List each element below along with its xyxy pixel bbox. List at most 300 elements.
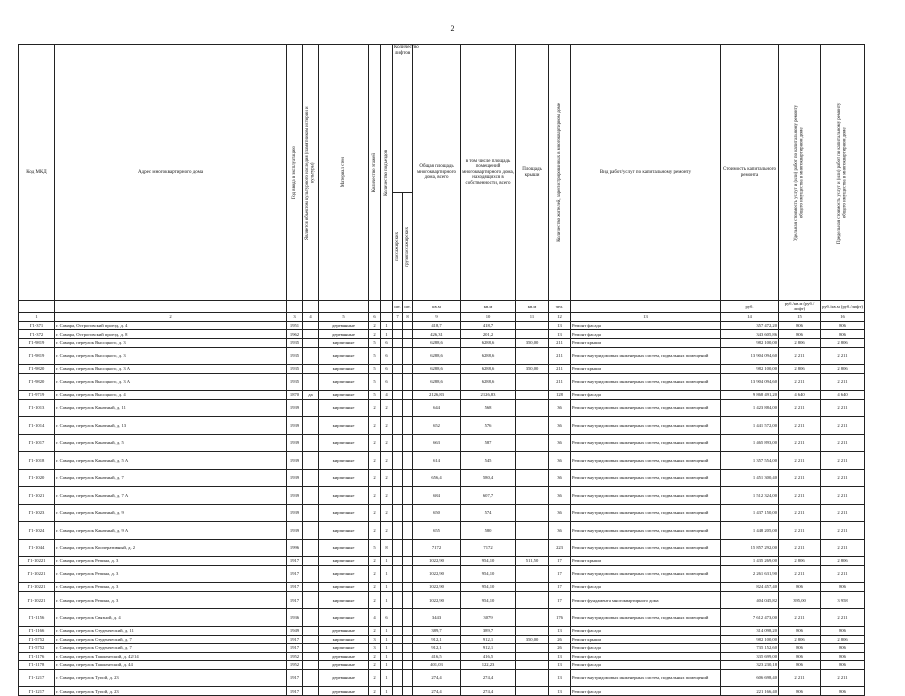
- cell-entrances: 1: [381, 635, 393, 644]
- cell-heritage: [303, 321, 319, 330]
- cell-year: 1939: [287, 417, 303, 435]
- cell-floors: 2: [369, 487, 381, 505]
- cell-roof: [516, 539, 549, 557]
- cell-year: 1917: [287, 669, 303, 687]
- cell-area-owned: 2126,83: [461, 391, 516, 400]
- table-row: [19, 626, 865, 635]
- cell-max-cost: 2 211: [821, 373, 865, 391]
- cell-code: Г1-9819: [19, 347, 55, 365]
- cell-lifts-cargo: [403, 626, 413, 635]
- cell-entrances: 1: [381, 591, 393, 609]
- cell-year: 1917: [287, 565, 303, 583]
- cell-residents: 17: [549, 557, 571, 566]
- cell-residents: 13: [549, 626, 571, 635]
- cell-unit-cost: 806: [779, 687, 821, 696]
- cell-floors: 2: [369, 399, 381, 417]
- cell-cost: 357 472,20: [721, 321, 779, 330]
- cell-entrances: 6: [381, 609, 393, 627]
- cell-floors: 2: [369, 669, 381, 687]
- cell-residents: 211: [549, 347, 571, 365]
- cell-code: Г1-1018: [19, 452, 55, 470]
- cell-roof: [516, 391, 549, 400]
- cell-area-total: 274,4: [413, 687, 461, 696]
- cell-cost: 606 698,40: [721, 669, 779, 687]
- cell-wall: кирпичные: [319, 539, 369, 557]
- cell-address: г. Самара, переулок Высоцкого, д. 3: [55, 339, 287, 348]
- cell-lifts-cargo: [403, 487, 413, 505]
- header-lifts-passenger: пассажирских: [393, 193, 403, 301]
- cell-code: Г1-5752: [19, 644, 55, 653]
- cell-entrances: 1: [381, 644, 393, 653]
- cell-address: г. Самара, переулок Высоцкого, д. 3 А: [55, 365, 287, 374]
- cell-address: г. Самара, переулок Канатный, д. 7 А: [55, 487, 287, 505]
- cell-lifts-passenger: [393, 321, 403, 330]
- cell-floors: 5: [369, 391, 381, 400]
- cell-max-cost: 2 211: [821, 452, 865, 470]
- cell-wall: деревянные: [319, 652, 369, 661]
- table-row: [19, 591, 865, 609]
- cell-lifts-cargo: [403, 330, 413, 339]
- cell-entrances: 6: [381, 365, 393, 374]
- cell-code: Г1-10221: [19, 565, 55, 583]
- cell-work: Ремонт внутридомовых инженерных систем, подвальных помещений: [571, 487, 721, 505]
- cell-lifts-passenger: [393, 644, 403, 653]
- units-row: шт. шт. кв.м кв.м кв.м чел. руб. руб./кв.м (руб./лифт) руб./кв.м (руб./лифт): [19, 301, 865, 313]
- cell-wall: деревянные: [319, 661, 369, 670]
- column-number-row: 1 2 3 4 5 6 7 8 9 10 11 12 13 14 15 16: [19, 312, 865, 321]
- cell-cost: 982 100,00: [721, 365, 779, 374]
- cell-max-cost: 806: [821, 626, 865, 635]
- cell-year: 1939: [287, 504, 303, 522]
- cell-residents: 36: [549, 522, 571, 540]
- cell-lifts-cargo: [403, 469, 413, 487]
- cell-max-cost: 2 211: [821, 609, 865, 627]
- cell-address: г. Самара, переулок Канатный, д. 13: [55, 417, 287, 435]
- cell-code: Г1-1044: [19, 539, 55, 557]
- cell-lifts-passenger: [393, 365, 403, 374]
- cell-work: Ремонт крыши: [571, 365, 721, 374]
- cell-work: Ремонт внутридомовых инженерных систем, подвальных помещений: [571, 373, 721, 391]
- cell-max-cost: 806: [821, 687, 865, 696]
- cell-cost: 15 857 292,00: [721, 539, 779, 557]
- cell-cost: 335 699,00: [721, 652, 779, 661]
- cell-heritage: [303, 539, 319, 557]
- cell-residents: 17: [549, 591, 571, 609]
- cell-work: Ремонт внутридомовых инженерных систем, подвальных помещений: [571, 565, 721, 583]
- cell-heritage: [303, 635, 319, 644]
- cell-lifts-cargo: [403, 321, 413, 330]
- cell-roof: [516, 626, 549, 635]
- cell-lifts-passenger: [393, 565, 403, 583]
- cell-area-owned: 912,1: [461, 635, 516, 644]
- cell-code: Г1-1017: [19, 434, 55, 452]
- cell-heritage: [303, 452, 319, 470]
- cell-lifts-passenger: [393, 504, 403, 522]
- cell-roof: 350,00: [516, 635, 549, 644]
- cell-lifts-passenger: [393, 487, 403, 505]
- cell-area-total: 1022,90: [413, 565, 461, 583]
- cell-area-total: 6288,6: [413, 347, 461, 365]
- table-row: [19, 635, 865, 644]
- cell-cost: 982 100,00: [721, 339, 779, 348]
- cell-heritage: [303, 565, 319, 583]
- cell-entrances: 2: [381, 487, 393, 505]
- cell-area-total: 652: [413, 417, 461, 435]
- cell-address: г. Самара, переулок Канатный, д. 5 А: [55, 452, 287, 470]
- table-row: [19, 391, 865, 400]
- cell-code: Г1-9819: [19, 339, 55, 348]
- cell-lifts-passenger: [393, 522, 403, 540]
- cell-unit-cost: 2 806: [779, 365, 821, 374]
- cell-entrances: 6: [381, 347, 393, 365]
- cell-entrances: 1: [381, 626, 393, 635]
- cell-work: Ремонт внутридомовых инженерных систем, подвальных помещений: [571, 347, 721, 365]
- cell-address: г. Самара, переулок Студенческий, д. 7: [55, 635, 287, 644]
- cell-wall: кирпичные: [319, 504, 369, 522]
- cell-cost: 404 045,82: [721, 591, 779, 609]
- cell-area-total: 1022,90: [413, 583, 461, 592]
- header-entrances: Количество подъездов: [381, 45, 393, 301]
- cell-code: Г1-9820: [19, 365, 55, 374]
- cell-address: г. Самара, переулок Тупой, д. 23: [55, 669, 287, 687]
- cell-heritage: [303, 626, 319, 635]
- table-row: [19, 669, 865, 687]
- cell-year: 1917: [287, 635, 303, 644]
- cell-entrances: 2: [381, 504, 393, 522]
- cell-address: г. Самара, переулок Канатный, д. 7: [55, 469, 287, 487]
- cell-address: г. Самара, переулок Репина, д. 3: [55, 565, 287, 583]
- cell-wall: кирпичные: [319, 644, 369, 653]
- cell-work: Ремонт внутридомовых инженерных систем, подвальных помещений: [571, 504, 721, 522]
- cell-address: г. Самара, Остроговский проезд, д. 8: [55, 330, 287, 339]
- cell-heritage: [303, 365, 319, 374]
- cell-wall: кирпичные: [319, 399, 369, 417]
- cell-cost: 1 441 572,00: [721, 417, 779, 435]
- cell-lifts-cargo: [403, 565, 413, 583]
- cell-code: Г1-10221: [19, 591, 55, 609]
- cell-area-owned: 389,7: [461, 626, 516, 635]
- cell-entrances: 1: [381, 321, 393, 330]
- table-row: [19, 687, 865, 696]
- cell-work: Ремонт внутридомовых инженерных систем, подвальных помещений: [571, 469, 721, 487]
- cell-lifts-cargo: [403, 583, 413, 592]
- header-code: Код МКД: [19, 45, 55, 301]
- cell-roof: [516, 644, 549, 653]
- cell-area-total: 663: [413, 434, 461, 452]
- cell-address: г. Самара, переулок Кооперативный, д. 2: [55, 539, 287, 557]
- cell-code: Г1-9719: [19, 391, 55, 400]
- cell-work: Ремонт внутридомовых инженерных систем, подвальных помещений: [571, 669, 721, 687]
- header-floors: Количество этажей: [369, 45, 381, 301]
- cell-max-cost: 2 806: [821, 365, 865, 374]
- cell-roof: [516, 609, 549, 627]
- cell-address: г. Самара, переулок Ташкентский, д. 44: [55, 661, 287, 670]
- cell-unit-cost: 2 211: [779, 373, 821, 391]
- cell-roof: [516, 373, 549, 391]
- cell-lifts-cargo: [403, 339, 413, 348]
- cell-roof: [516, 661, 549, 670]
- cell-lifts-cargo: [403, 652, 413, 661]
- table-row: [19, 652, 865, 661]
- cell-heritage: [303, 373, 319, 391]
- cell-lifts-passenger: [393, 609, 403, 627]
- table-row: [19, 609, 865, 627]
- cell-entrances: 2: [381, 417, 393, 435]
- cell-residents: 13: [549, 330, 571, 339]
- cell-cost: 1 357 554,00: [721, 452, 779, 470]
- cell-max-cost: 2 211: [821, 522, 865, 540]
- cell-wall: кирпичные: [319, 557, 369, 566]
- cell-unit-cost: 2 211: [779, 522, 821, 540]
- cell-roof: [516, 330, 549, 339]
- cell-lifts-passenger: [393, 635, 403, 644]
- cell-wall: кирпичные: [319, 487, 369, 505]
- cell-area-total: 418,7: [413, 321, 461, 330]
- cell-entrances: 8: [381, 539, 393, 557]
- cell-entrances: 1: [381, 330, 393, 339]
- header-area-total: Общая площадь многоквартирного дома, всего: [413, 45, 461, 301]
- cell-unit-cost: 2 806: [779, 635, 821, 644]
- cell-cost: 323 230,18: [721, 661, 779, 670]
- cell-area-total: 1022,90: [413, 557, 461, 566]
- cell-residents: 36: [549, 452, 571, 470]
- cell-area-total: 274,4: [413, 669, 461, 687]
- cell-lifts-cargo: [403, 417, 413, 435]
- cell-area-owned: 607,7: [461, 487, 516, 505]
- cell-lifts-passenger: [393, 339, 403, 348]
- cell-lifts-passenger: [393, 661, 403, 670]
- cell-work: Ремонт фасада: [571, 330, 721, 339]
- cell-area-owned: 568: [461, 399, 516, 417]
- cell-wall: кирпичные: [319, 469, 369, 487]
- cell-cost: 735 152,60: [721, 644, 779, 653]
- cell-year: 1939: [287, 399, 303, 417]
- cell-entrances: 1: [381, 565, 393, 583]
- cell-code: Г1-371: [19, 321, 55, 330]
- cell-area-total: 2126,83: [413, 391, 461, 400]
- cell-max-cost: 806: [821, 330, 865, 339]
- header-lifts-cargo: грузопассажирских: [403, 193, 413, 301]
- cell-floors: 2: [369, 626, 381, 635]
- cell-residents: 17: [549, 565, 571, 583]
- cell-roof: [516, 504, 549, 522]
- cell-roof: 350,00: [516, 339, 549, 348]
- cell-address: г. Самара, переулок Ташкентский, д. 42/14: [55, 652, 287, 661]
- table-row: [19, 365, 865, 374]
- cell-area-owned: 6288,6: [461, 347, 516, 365]
- cell-lifts-passenger: [393, 330, 403, 339]
- cell-lifts-passenger: [393, 669, 403, 687]
- cell-heritage: [303, 504, 319, 522]
- cell-area-total: 6288,6: [413, 373, 461, 391]
- cell-lifts-cargo: [403, 669, 413, 687]
- cell-work: Ремонт внутридомовых инженерных систем, подвальных помещений: [571, 399, 721, 417]
- cell-heritage: [303, 469, 319, 487]
- cell-work: Ремонт фасада: [571, 626, 721, 635]
- cell-cost: 982 100,00: [721, 635, 779, 644]
- cell-area-total: 644: [413, 399, 461, 417]
- cell-residents: 17: [549, 583, 571, 592]
- cell-lifts-cargo: [403, 347, 413, 365]
- cell-max-cost: 4 640: [821, 391, 865, 400]
- cell-floors: 2: [369, 522, 381, 540]
- cell-address: г. Самара, переулок Студенческий, д. 7: [55, 644, 287, 653]
- cell-area-owned: 545: [461, 452, 516, 470]
- cell-unit-cost: 806: [779, 321, 821, 330]
- cell-floors: 2: [369, 583, 381, 592]
- cell-year: 1935: [287, 339, 303, 348]
- cell-roof: [516, 487, 549, 505]
- table-row: [19, 399, 865, 417]
- cell-area-owned: 274,4: [461, 669, 516, 687]
- cell-year: 1939: [287, 452, 303, 470]
- cell-unit-cost: 2 211: [779, 504, 821, 522]
- cell-address: г. Самара, переулок Тупой, д. 23: [55, 687, 287, 696]
- cell-area-owned: 122,23: [461, 661, 516, 670]
- table-row: [19, 539, 865, 557]
- cell-heritage: да: [303, 391, 319, 400]
- cell-year: 1939: [287, 469, 303, 487]
- cell-area-owned: 954,10: [461, 583, 516, 592]
- cell-max-cost: 2 211: [821, 669, 865, 687]
- table-body: [19, 321, 865, 695]
- cell-lifts-passenger: [393, 399, 403, 417]
- cell-roof: [516, 687, 549, 696]
- cell-max-cost: 2 211: [821, 504, 865, 522]
- cell-code: Г1-1176: [19, 652, 55, 661]
- table-row: [19, 417, 865, 435]
- cell-work: Ремонт фасада: [571, 583, 721, 592]
- cell-heritage: [303, 644, 319, 653]
- cell-year: 1939: [287, 434, 303, 452]
- cell-cost: 1 512 324,00: [721, 487, 779, 505]
- cell-lifts-passenger: [393, 452, 403, 470]
- cell-area-owned: 418,7: [461, 321, 516, 330]
- cell-roof: [516, 469, 549, 487]
- cell-work: Ремонт крыши: [571, 339, 721, 348]
- capital-repair-table: [18, 44, 865, 696]
- cell-floors: 3: [369, 635, 381, 644]
- cell-code: Г1-1024: [19, 522, 55, 540]
- table-row: [19, 583, 865, 592]
- cell-code: Г1-9820: [19, 373, 55, 391]
- header-unit-cost: Удельная стоимость услуг и (или) работ по капитальному ремонту общего имущества в многоквартирном доме: [779, 45, 821, 301]
- cell-lifts-cargo: [403, 539, 413, 557]
- table-row: [19, 373, 865, 391]
- cell-wall: деревянные: [319, 321, 369, 330]
- cell-area-owned: 574: [461, 504, 516, 522]
- cell-roof: [516, 321, 549, 330]
- cell-unit-cost: 2 211: [779, 469, 821, 487]
- cell-year: 1935: [287, 347, 303, 365]
- cell-address: г. Самара, переулок Канатный, д. 9: [55, 504, 287, 522]
- cell-year: 1952: [287, 661, 303, 670]
- cell-max-cost: 2 806: [821, 557, 865, 566]
- cell-address: г. Самара, переулок Канатный, д. 5: [55, 434, 287, 452]
- cell-year: 1939: [287, 522, 303, 540]
- table-row: [19, 339, 865, 348]
- cell-area-owned: 201,2: [461, 330, 516, 339]
- cell-wall: кирпичные: [319, 434, 369, 452]
- cell-cost: 1 451 300,40: [721, 469, 779, 487]
- cell-max-cost: 806: [821, 661, 865, 670]
- cell-year: 1952: [287, 652, 303, 661]
- cell-unit-cost: 806: [779, 644, 821, 653]
- cell-unit-cost: 806: [779, 661, 821, 670]
- cell-address: г. Самара, переулок Связной, д. 4: [55, 609, 287, 627]
- cell-lifts-cargo: [403, 365, 413, 374]
- cell-max-cost: 806: [821, 644, 865, 653]
- cell-lifts-cargo: [403, 391, 413, 400]
- cell-area-total: 7172: [413, 539, 461, 557]
- cell-heritage: [303, 661, 319, 670]
- cell-floors: 2: [369, 687, 381, 696]
- cell-unit-cost: 2 211: [779, 434, 821, 452]
- cell-year: 1917: [287, 644, 303, 653]
- cell-area-total: 912,1: [413, 644, 461, 653]
- cell-lifts-passenger: [393, 373, 403, 391]
- cell-lifts-cargo: [403, 399, 413, 417]
- table-row: [19, 469, 865, 487]
- cell-area-total: 389,7: [413, 626, 461, 635]
- cell-unit-cost: 2 211: [779, 609, 821, 627]
- cell-heritage: [303, 522, 319, 540]
- cell-max-cost: 2 211: [821, 469, 865, 487]
- cell-heritage: [303, 487, 319, 505]
- cell-lifts-passenger: [393, 469, 403, 487]
- cell-work: Ремонт внутридомовых инженерных систем, подвальных помещений: [571, 522, 721, 540]
- cell-code: Г1-1013: [19, 399, 55, 417]
- cell-max-cost: 806: [821, 321, 865, 330]
- header-row: [19, 45, 865, 193]
- cell-heritage: [303, 609, 319, 627]
- cell-max-cost: 2 211: [821, 399, 865, 417]
- page-number: 2: [450, 24, 455, 33]
- cell-floors: 5: [369, 339, 381, 348]
- cell-address: г. Самара, переулок Канатный, д. 11: [55, 399, 287, 417]
- cell-area-total: 6288,6: [413, 339, 461, 348]
- cell-cost: 1 465 893,00: [721, 434, 779, 452]
- cell-lifts-passenger: [393, 391, 403, 400]
- cell-cost: 13 904 094,60: [721, 373, 779, 391]
- cell-residents: 26: [549, 635, 571, 644]
- cell-cost: 2 261 631,90: [721, 565, 779, 583]
- cell-max-cost: 3 958: [821, 591, 865, 609]
- cell-floors: 4: [369, 609, 381, 627]
- cell-work: Ремонт фундамента многоквартирного дома: [571, 591, 721, 609]
- cell-lifts-cargo: [403, 557, 413, 566]
- table-row: [19, 347, 865, 365]
- cell-code: Г1-1217: [19, 669, 55, 687]
- cell-code: Г1-5752: [19, 635, 55, 644]
- cell-lifts-passenger: [393, 652, 403, 661]
- cell-lifts-passenger: [393, 583, 403, 592]
- cell-entrances: 1: [381, 652, 393, 661]
- cell-lifts-passenger: [393, 687, 403, 696]
- cell-area-total: 3443: [413, 609, 461, 627]
- cell-area-total: 1022,90: [413, 591, 461, 609]
- cell-work: Ремонт фасада: [571, 661, 721, 670]
- cell-roof: [516, 591, 549, 609]
- cell-area-owned: 954,10: [461, 557, 516, 566]
- cell-area-owned: 6288,6: [461, 373, 516, 391]
- cell-roof: [516, 652, 549, 661]
- cell-area-owned: 6288,6: [461, 365, 516, 374]
- cell-area-owned: 3079: [461, 609, 516, 627]
- cell-lifts-cargo: [403, 504, 413, 522]
- cell-heritage: [303, 591, 319, 609]
- cell-area-owned: 954,10: [461, 565, 516, 583]
